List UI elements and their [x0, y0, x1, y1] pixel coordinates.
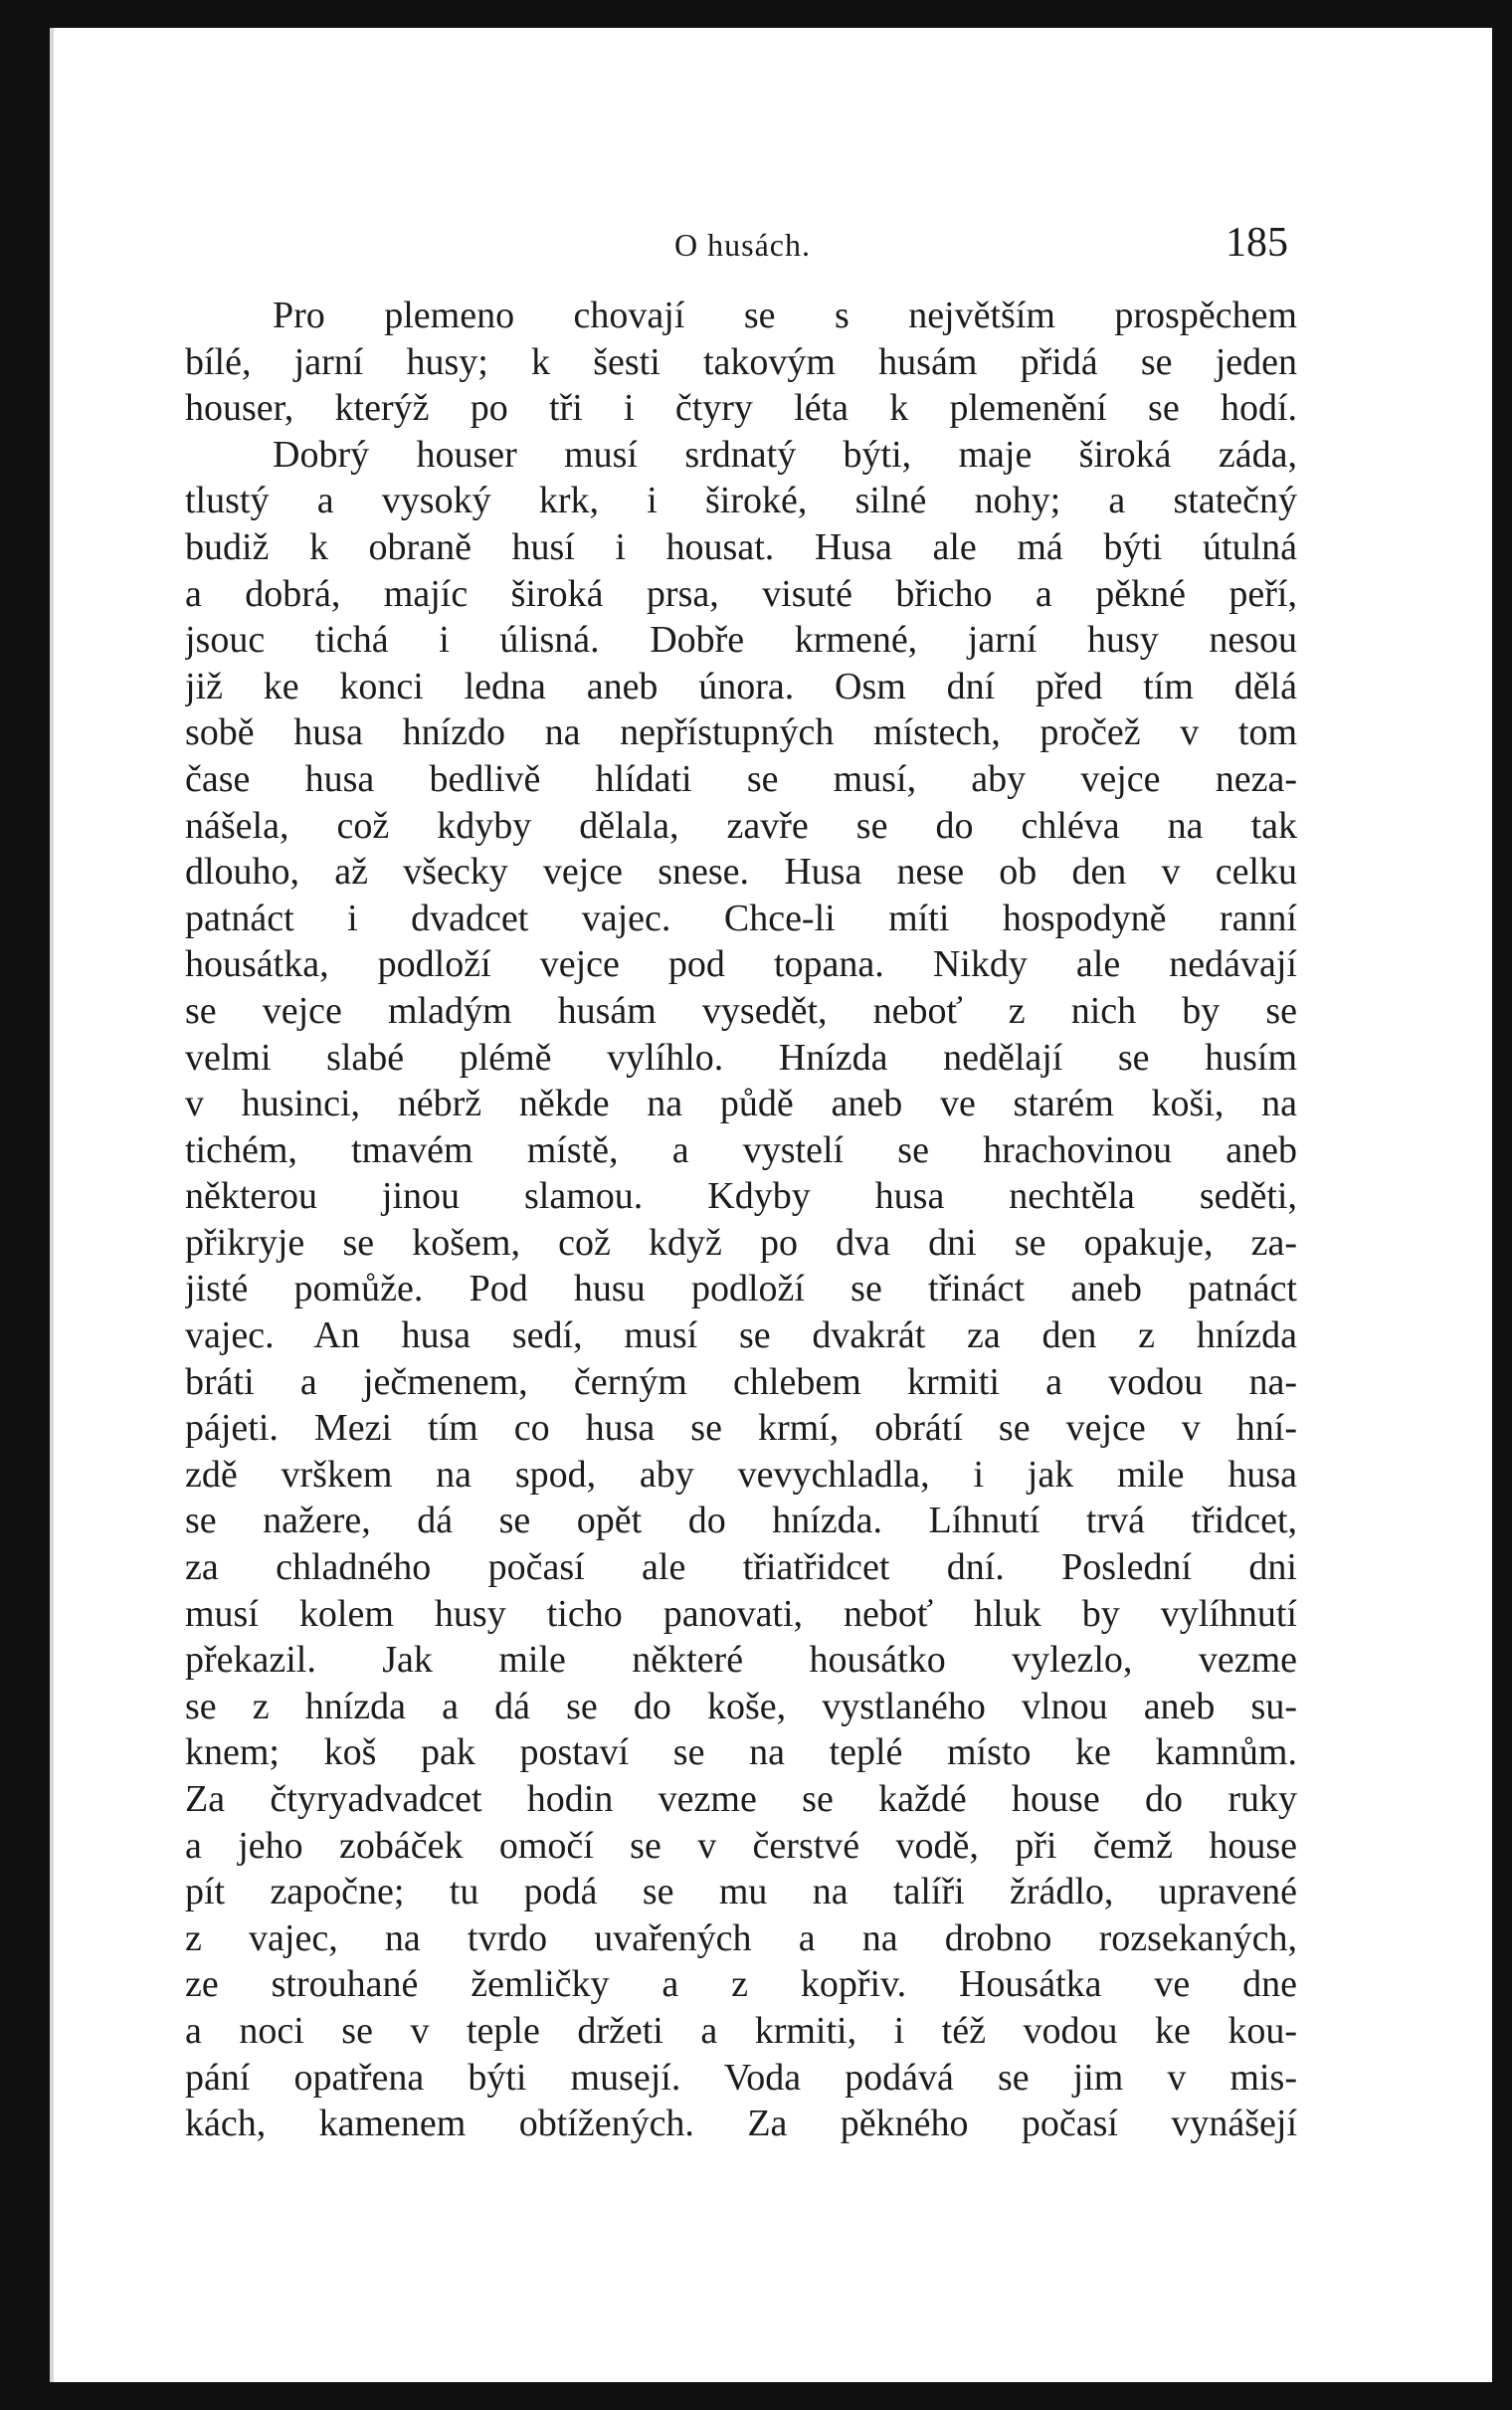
text-line: pít započne; tu podá se mu na talíři žrádlo, upravené	[185, 1871, 1297, 1913]
text-line: z vajec, na tvrdo uvařených a na drobno rozsekaných,	[185, 1916, 1297, 1959]
text-line: musí kolem husy ticho panovati, neboť hluk by vylíhnutí	[185, 1592, 1297, 1635]
text-line: překazil. Jak mile některé housátko vylezlo, vezme	[185, 1639, 1297, 1682]
text-line: velmi slabé plémě vylíhlo. Hnízda nedělají se husím	[185, 1036, 1297, 1079]
text-line: a dobrá, majíc široká prsa, visuté břicho a pěkné peří,	[185, 572, 1297, 615]
text-line: pání opatřena býti musejí. Voda podává se jim v mis-	[185, 2056, 1297, 2099]
text-line: tlustý a vysoký krk, i široké, silné nohy; a statečný	[185, 480, 1297, 522]
text-line: bílé, jarní husy; k šesti takovým husám přidá se jeden	[185, 340, 1297, 383]
text-line: zdě vrškem na spod, aby vevychladla, i jak mile husa	[185, 1453, 1297, 1496]
text-line: budiž k obraně husí i housat. Husa ale má býti útulná	[185, 525, 1297, 568]
text-line: čase husa bedlivě hlídati se musí, aby vejce neza-	[185, 757, 1297, 800]
text-line: v husinci, nébrž někde na půdě aneb ve starém koši, na	[185, 1083, 1297, 1125]
page-number: 185	[1226, 220, 1288, 266]
page-header	[50, 197, 1492, 267]
text-line: knem; koš pak postaví se na teplé místo ke kamnům.	[185, 1731, 1297, 1774]
text-line: za chladného počasí ale třiatřidcet dní. Poslední dni	[185, 1546, 1297, 1589]
text-line: ze strouhané žemličky a z kopřiv. Housátka ve dne	[185, 1963, 1297, 2006]
text-line: pájeti. Mezi tím co husa se krmí, obrátí se vejce v hní-	[185, 1407, 1297, 1450]
text-line: nášela, což kdyby dělala, zavře se do chléva na tak	[185, 804, 1297, 847]
text-line: jisté pomůže. Pod husu podloží se třináct aneb patnáct	[185, 1268, 1297, 1310]
text-line: Dobrý houser musí srdnatý býti, maje široká záda,	[273, 433, 1297, 476]
text-line: dlouho, až všecky vejce snese. Husa nese ob den v celku	[185, 851, 1297, 894]
text-line: vajec. An husa sedí, musí se dvakrát za den z hnízda	[185, 1314, 1297, 1357]
body-text	[185, 293, 1297, 2147]
book-page	[50, 28, 1492, 2382]
text-line: se z hnízda a dá se do koše, vystlaného vlnou aneb su-	[185, 1685, 1297, 1727]
text-line: houser, kterýž po tři i čtyry léta k plemenění se hodí.	[185, 387, 1297, 430]
text-line: kách, kamenem obtížených. Za pěkného počasí vynášejí	[185, 2103, 1297, 2145]
text-line: se nažere, dá se opět do hnízda. Líhnutí trvá třidcet,	[185, 1500, 1297, 1542]
text-line: tichém, tmavém místě, a vystelí se hrachovinou aneb	[185, 1128, 1297, 1171]
text-line: již ke konci ledna aneb února. Osm dní před tím dělá	[185, 665, 1297, 707]
text-line: patnáct i dvadcet vajec. Chce-li míti hospodyně ranní	[185, 897, 1297, 939]
text-line: bráti a ječmenem, černým chlebem krmiti a vodou na-	[185, 1360, 1297, 1403]
running-title: O husách.	[674, 227, 811, 263]
text-line: se vejce mladým husám vysedět, neboť z nich by se	[185, 989, 1297, 1032]
text-line: Za čtyryadvadcet hodin vezme se každé house do ruky	[185, 1778, 1297, 1820]
text-line: jsouc tichá i úlisná. Dobře krmené, jarní husy nesou	[185, 619, 1297, 662]
text-line: housátka, podloží vejce pod topana. Nikdy ale nedávají	[185, 943, 1297, 986]
text-line: a jeho zobáček omočí se v čerstvé vodě, při čemž house	[185, 1824, 1297, 1867]
page-edge-shadow	[50, 28, 54, 2382]
text-line: přikryje se košem, což když po dva dni se opakuje, za-	[185, 1221, 1297, 1264]
text-line: a noci se v teple držeti a krmiti, i též vodou ke kou-	[185, 2009, 1297, 2052]
text-line: Pro plemeno chovají se s největším prospěchem	[273, 295, 1297, 336]
text-line: sobě husa hnízdo na nepřístupných místech, pročež v tom	[185, 711, 1297, 754]
text-line: některou jinou slamou. Kdyby husa nechtěla seděti,	[185, 1175, 1297, 1218]
